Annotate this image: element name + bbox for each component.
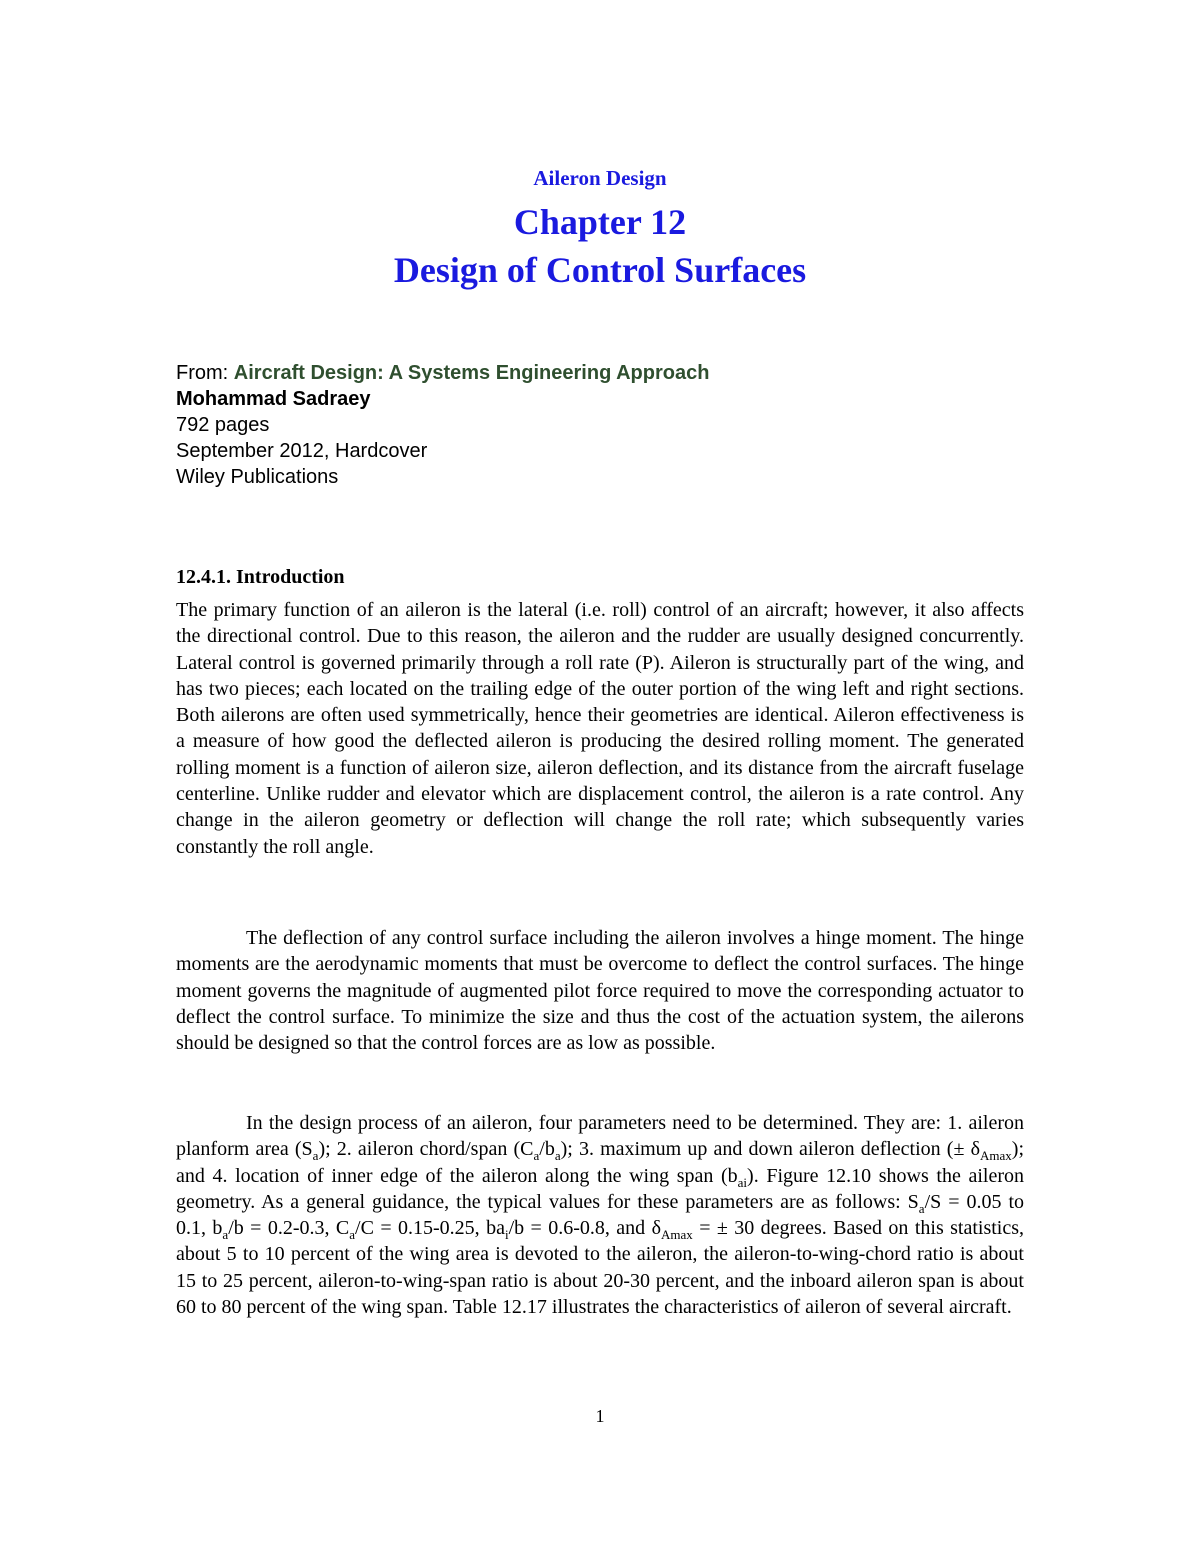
subscript: a xyxy=(554,1148,561,1164)
subscript: a xyxy=(222,1227,229,1243)
text-run: ); 3. maximum up and down aileron deflection (± δ xyxy=(560,1138,980,1161)
paragraph-intro: The primary function of an aileron is the lateral (i.e. roll) control of an aircraft; however, it also affects the directional control. Due to this reason, the aileron and the rudder are usually designed concurrently. Lateral control is governed primarily through a roll rate (P). Aileron is structurally part of the wing, and has two pieces; each located on the trailing edge of the outer portion of the wing left and right sections. Both ailerons are often used symmetrically, hence their geometries are identical. Aileron effectiveness is a measure of how good the deflected aileron is producing the desired rolling moment. The generated rolling moment is a function of aileron size, aileron deflection, and its distance from the aircraft fuselage centerline. Unlike rudder and elevator which are displacement control, the aileron is a rate control. Any change in the aileron geometry or deflection will change the roll rate; which subsequently varies constantly the roll angle. xyxy=(176,599,1024,858)
text-run: = ± 30 degrees. Based on this statistics, about 5 to 10 percent of the wing area is devoted to the aileron, the aileron-to-wing-chord ratio is about 15 to 25 percent, aileron-to-wing-span ratio is about 20-30 percent, and the inboard aileron span is about 60 to 80 percent of the wing span. Table 12.17 illustrates the characteristics of aileron of several aircraft. xyxy=(176,1217,1025,1319)
text-run: /S = 0.05 to 0.1, b xyxy=(176,1190,1025,1240)
page-count: 792 pages xyxy=(176,414,270,436)
subscript: ai xyxy=(737,1174,748,1190)
subscript: Amax xyxy=(661,1227,693,1243)
edition-info: September 2012, Hardcover xyxy=(176,440,428,462)
text-run: /b = 0.2-0.3, C xyxy=(228,1217,350,1240)
subscript: a xyxy=(918,1200,925,1216)
subscript: a xyxy=(312,1148,319,1164)
source-info xyxy=(176,360,1036,490)
text-run: /C = 0.15-0.25, ba xyxy=(355,1217,505,1240)
chapter-number: Chapter 12 xyxy=(513,202,687,242)
subscript: i xyxy=(504,1227,509,1243)
chapter-name: Design of Control Surfaces xyxy=(393,250,807,290)
text-run: ). Figure 12.10 shows the aileron geometry. As a general guidance, the typical values for these parameters are as follows: S xyxy=(176,1164,1024,1213)
text-run: In the design process of an aileron, four parameters need to be determined. They are: 1. aileron planform area (S xyxy=(176,1112,1024,1161)
publisher: Wiley Publications xyxy=(176,466,339,488)
subscript: Amax xyxy=(980,1148,1012,1164)
source-line xyxy=(176,360,1036,386)
chapter-title xyxy=(0,198,1200,294)
subscript: a xyxy=(349,1227,356,1243)
text-run: ); and 4. location of inner edge of the aileron along the wing span (b xyxy=(176,1138,1024,1187)
author-name: Mohammad Sadraey xyxy=(176,388,371,410)
book-title: Aircraft Design: A Systems Engineering Approach xyxy=(233,362,710,384)
paragraph-design-parameters xyxy=(176,1110,1024,1320)
text-run: /b xyxy=(539,1138,555,1161)
section-heading: 12.4.1. Introduction xyxy=(176,566,345,588)
text-run: ); 2. aileron chord/span (C xyxy=(318,1138,534,1161)
page-number: 1 xyxy=(595,1406,605,1426)
subscript: a xyxy=(533,1148,540,1164)
text-run: /b = 0.6-0.8, and δ xyxy=(508,1217,662,1240)
from-label: From: xyxy=(176,362,234,384)
paragraph-hinge-moment: The deflection of any control surface including the aileron involves a hinge moment. The hinge moments are the aerodynamic moments that must be overcome to deflect the control surfaces. The hinge moment governs the magnitude of augmented pilot force required to move the corresponding actuator to deflect the control surface. To minimize the size and thus the cost of the actuation system, the ailerons should be designed so that the control forces are as low as possible. xyxy=(176,927,1024,1055)
document-kicker: Aileron Design xyxy=(533,166,667,190)
